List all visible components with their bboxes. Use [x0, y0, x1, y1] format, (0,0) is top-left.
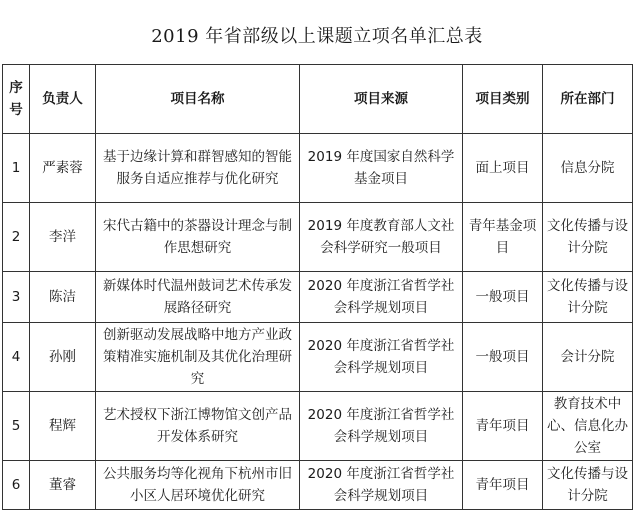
- cell-department: 文化传播与设计分院: [543, 203, 633, 272]
- table-row: [3, 461, 633, 510]
- cell-category: 一般项目: [463, 272, 543, 323]
- header-leader: 负责人: [30, 65, 96, 134]
- cell-project-name: 宋代古籍中的茶器设计理念与制作思想研究: [96, 203, 300, 272]
- cell-seq: 3: [3, 272, 30, 323]
- cell-category: 青年项目: [463, 461, 543, 510]
- cell-leader: 严素蓉: [30, 134, 96, 203]
- cell-leader: 李洋: [30, 203, 96, 272]
- cell-source: 2019 年度国家自然科学基金项目: [300, 134, 463, 203]
- cell-seq: 4: [3, 323, 30, 392]
- cell-category: 青年项目: [463, 392, 543, 461]
- cell-source: 2020 年度浙江省哲学社会科学规划项目: [300, 392, 463, 461]
- cell-leader: 董睿: [30, 461, 96, 510]
- cell-leader: 程辉: [30, 392, 96, 461]
- cell-leader: 陈洁: [30, 272, 96, 323]
- cell-seq: 1: [3, 134, 30, 203]
- cell-category: 青年基金项目: [463, 203, 543, 272]
- cell-source: 2019 年度教育部人文社会科学研究一般项目: [300, 203, 463, 272]
- header-seq: [3, 65, 30, 134]
- table-row: [3, 392, 633, 461]
- cell-project-name: 基于边缘计算和群智感知的智能服务自适应推荐与优化研究: [96, 134, 300, 203]
- cell-leader: 孙刚: [30, 323, 96, 392]
- project-summary-table: [2, 64, 633, 510]
- header-project-name: 项目名称: [96, 65, 300, 134]
- header-source: 项目来源: [300, 65, 463, 134]
- cell-department: 教育技术中心、信息化办公室: [543, 392, 633, 461]
- cell-source: 2020 年度浙江省哲学社会科学规划项目: [300, 323, 463, 392]
- cell-department: 文化传播与设计分院: [543, 461, 633, 510]
- cell-project-name: 艺术授权下浙江博物馆文创产品开发体系研究: [96, 392, 300, 461]
- cell-seq: 5: [3, 392, 30, 461]
- header-category: 项目类别: [463, 65, 543, 134]
- cell-source: 2020 年度浙江省哲学社会科学规划项目: [300, 272, 463, 323]
- cell-category: 一般项目: [463, 323, 543, 392]
- header-department: 所在部门: [543, 65, 633, 134]
- cell-category: 面上项目: [463, 134, 543, 203]
- table-row: [3, 323, 633, 392]
- cell-project-name: 公共服务均等化视角下杭州市旧小区人居环境优化研究: [96, 461, 300, 510]
- cell-department: 信息分院: [543, 134, 633, 203]
- table-row: [3, 203, 633, 272]
- header-seq-bottom: 号: [9, 102, 23, 118]
- cell-project-name: 新媒体时代温州鼓词艺术传承发展路径研究: [96, 272, 300, 323]
- cell-seq: 2: [3, 203, 30, 272]
- table-row: [3, 134, 633, 203]
- cell-seq: 6: [3, 461, 30, 510]
- cell-department: 会计分院: [543, 323, 633, 392]
- header-seq-top: 序: [9, 80, 23, 96]
- table-header-row: [3, 65, 633, 134]
- table-row: [3, 272, 633, 323]
- cell-department: 文化传播与设计分院: [543, 272, 633, 323]
- cell-project-name: 创新驱动发展战略中地方产业政策精准实施机制及其优化治理研究: [96, 323, 300, 392]
- page-title: 2019 年省部级以上课题立项名单汇总表: [151, 26, 483, 47]
- cell-source: 2020 年度浙江省哲学社会科学规划项目: [300, 461, 463, 510]
